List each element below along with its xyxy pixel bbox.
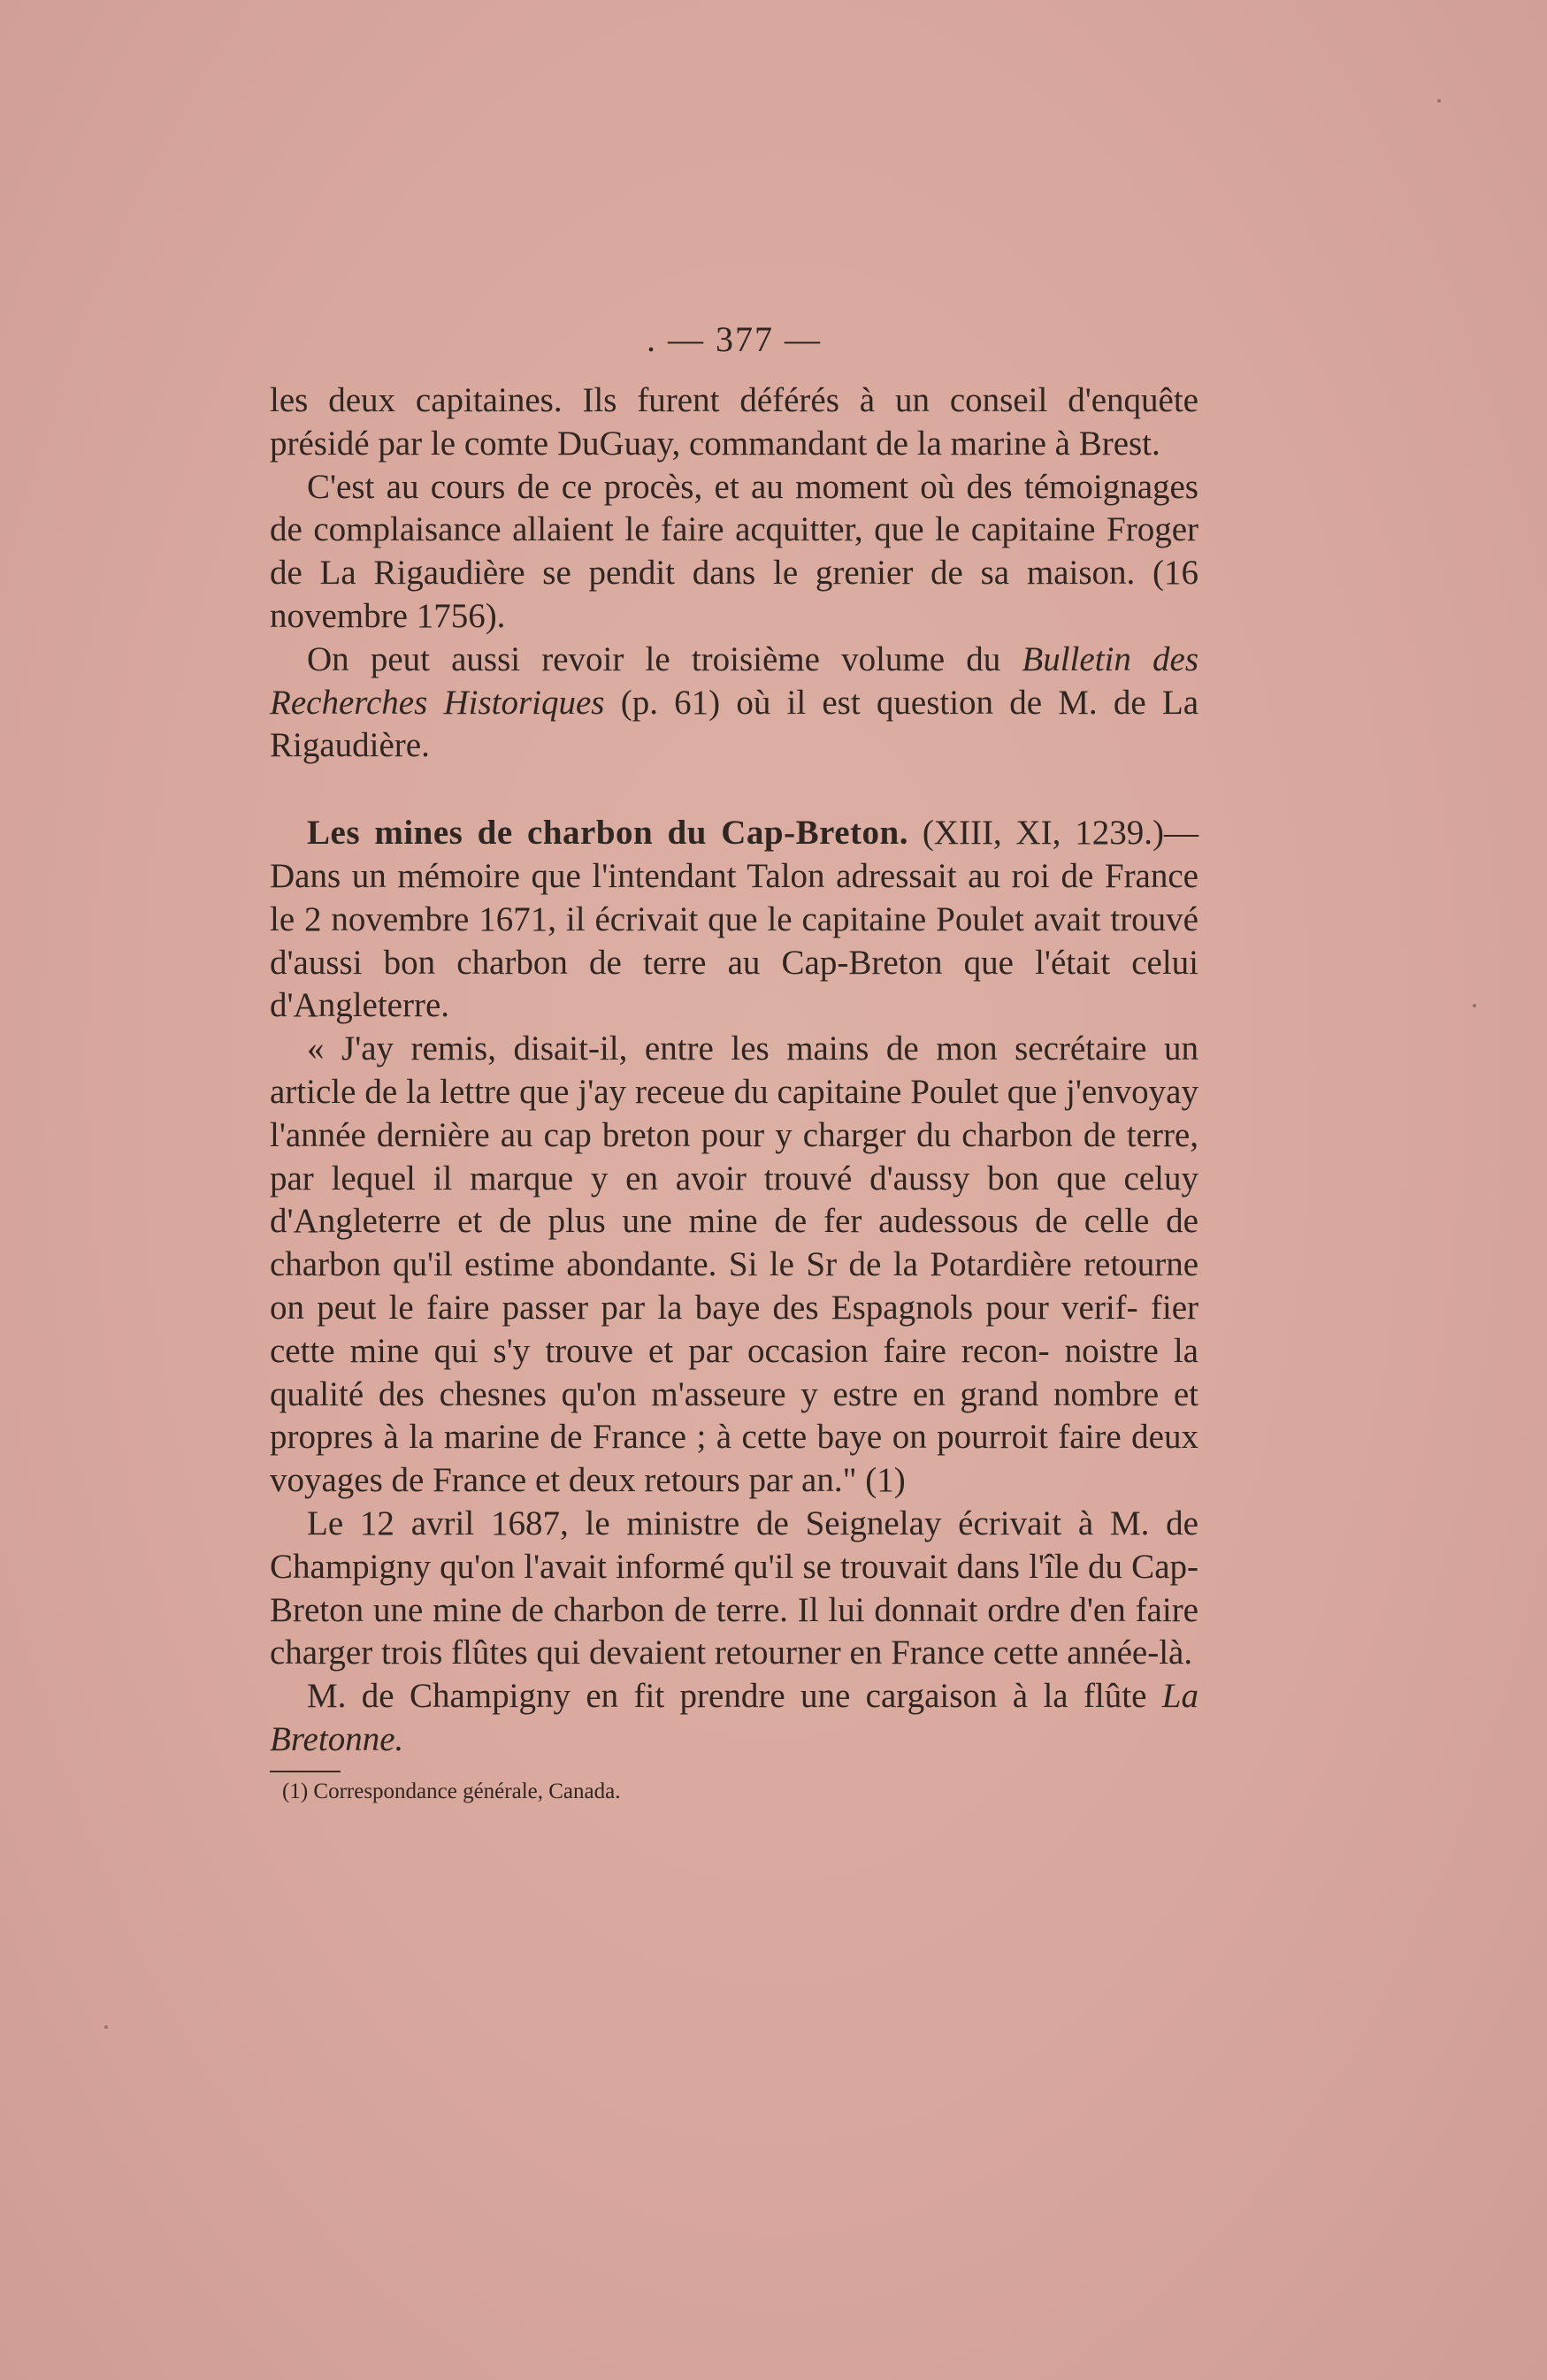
bulletin-title: Bulletin des Recherches Historiques bbox=[270, 639, 1199, 722]
paper-speck bbox=[104, 2025, 108, 2029]
paper-speck bbox=[1473, 1004, 1476, 1007]
ship-name: La Bretonne. bbox=[270, 1677, 1199, 1758]
paragraph-2: C'est au cours de ce procès, et au moment où des témoignages de complaisance allaient le faire acquitter, que le capitaine Froger de La Rigaudière se pendit dans le grenier de sa maison. (16 novembre 1756). bbox=[270, 467, 1199, 635]
paragraph-7-text: M. de Champigny en fit prendre une cargaison à la flûte bbox=[307, 1677, 1147, 1716]
paragraph-4 bbox=[270, 812, 1199, 1028]
page-number: . — 377 — bbox=[647, 319, 822, 359]
quotation-text: « J'ay remis, disait-il, entre les mains de mon secrétaire un article de la lettre que j'ay receue du capitaine Poulet que j'envoyay l'année dernière au cap breton pour y charger du charbon de terre, par lequel il marque y en avoir trouvé d'aussy bon que celuy d'Angleterre et de plus une mine de fer audessous de celle de charbon qu'il estime abondante. Si le Sr de la Potardière retourne on peut le faire passer par la baye des Espagnols pour verif- fier cette mine qui s'y trouve et par occasion faire recon- noistre la qualité des chesnes qu'on m'asseure y estre en grand nombre et propres à la marine de France ; à cette baye on pourroit faire deux voyages de France et deux retours par an." bbox=[270, 1029, 1199, 1500]
paragraph-3-text-after: (p. 61) où il est question de M. de La Rigaudière. bbox=[270, 683, 1199, 765]
page-text-block bbox=[270, 318, 1199, 1806]
quotation-paragraph bbox=[270, 1028, 1199, 1503]
paragraph-7 bbox=[270, 1675, 1199, 1762]
paragraph-4-text: (XIII, XI, 1239.)—Dans un mémoire que l'intendant Talon adressait au roi de France le 2 novembre 1671, il écrivait que le capitaine Poulet avait trouvé d'aussi bon charbon de terre au Cap-Breton que l'était celui d'Angleterre. bbox=[270, 814, 1199, 1025]
section-heading: Les mines de charbon du Cap-Breton. bbox=[307, 814, 908, 853]
footnote-reference: (1) bbox=[865, 1461, 906, 1500]
footnote-rule bbox=[270, 1771, 341, 1772]
footnote: (1) Correspondance générale, Canada. bbox=[282, 1779, 621, 1803]
paragraph-6: Le 12 avril 1687, le ministre de Seignelay écrivait à M. de Champigny qu'on l'avait informé qu'il se trouvait dans l'île du Cap-Breton une mine de charbon de terre. Il lui donnait ordre d'en faire charger trois flûtes qui devaient retourner en France cette année-là. bbox=[270, 1504, 1199, 1672]
paper-speck bbox=[1437, 99, 1441, 103]
paragraph-3-text-before: On peut aussi revoir le troisième volume du bbox=[307, 639, 1001, 678]
paragraph-3 bbox=[270, 639, 1199, 768]
paragraph-1: les deux capitaines. Ils furent déférés à un conseil d'enquête présidé par le comte DuGuay, commandant de la marine à Brest. bbox=[270, 381, 1199, 463]
